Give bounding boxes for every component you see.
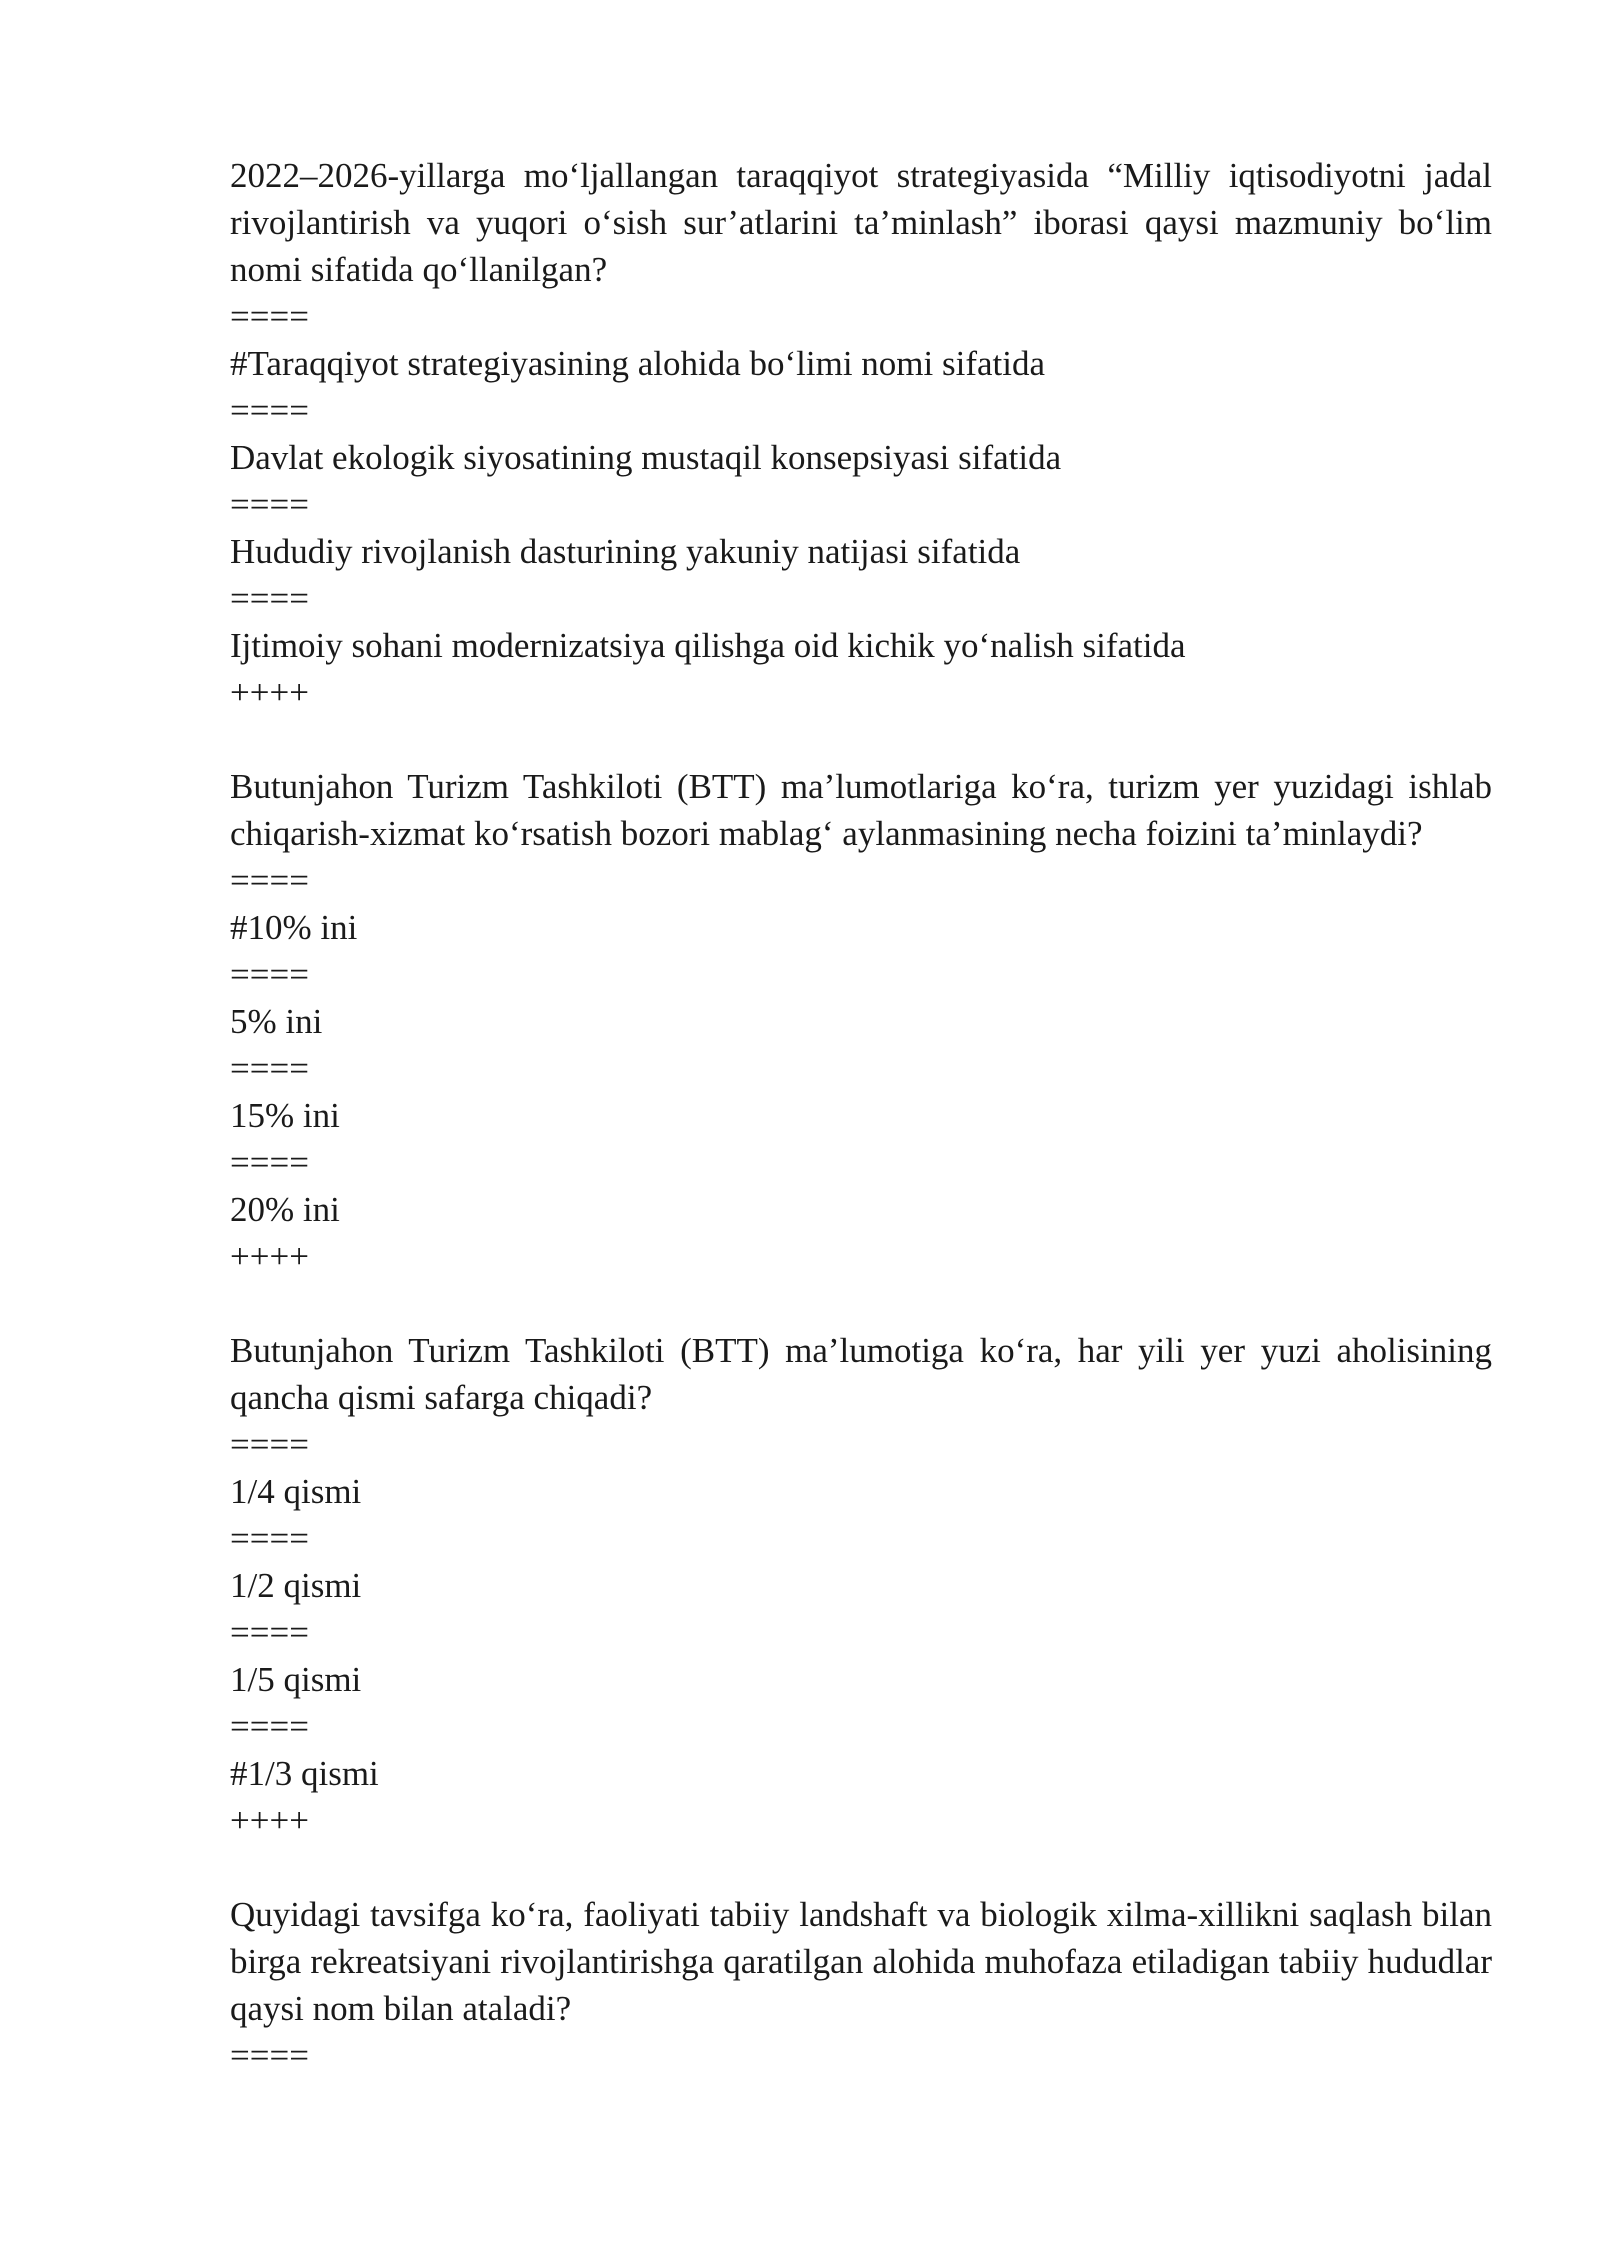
option-separator: ==== [230,391,309,430]
option-separator: ==== [230,861,309,900]
answer-option: #1/3 qismi [230,1754,379,1793]
blank-line [230,716,1492,763]
answer-option: 1/2 qismi [230,1566,362,1605]
option-separator: ==== [230,2036,309,2075]
option-separator: ==== [230,1049,309,1088]
answer-option: 1/5 qismi [230,1660,362,1699]
answer-option: #10% ini [230,908,358,947]
answer-option: #Taraqqiyot strategiyasining alohida bo‘limi nomi sifatida [230,344,1046,383]
question-block [230,1327,1492,1844]
answer-option: Hududiy rivojlanish dasturining yakuniy natijasi sifatida [230,532,1021,571]
answer-option: 1/4 qismi [230,1472,362,1511]
option-separator: ==== [230,297,309,336]
answer-option: 15% ini [230,1096,340,1135]
question-text: Butunjahon Turizm Tashkiloti (BTT) ma’lumotlariga ko‘ra, turizm yer yuzidagi ishlab chiqarish-xizmat ko‘rsatish bozori mablag‘ aylanmasining necha foizini ta’minlaydi? [230,767,1492,853]
answer-option: Ijtimoiy sohani modernizatsiya qilishga oid kichik yo‘nalish sifatida [230,626,1186,665]
option-separator: ==== [230,955,309,994]
question-text: 2022–2026-yillarga mo‘ljallangan taraqqiyot strategiyasida “Milliy iqtisodiyotni jadal rivojlantirish va yuqori o‘sish sur’atlarini ta’minlash” iborasi qaysi mazmuniy bo‘lim nomi sifatida qo‘llanilgan? [230,156,1492,289]
question-text: Butunjahon Turizm Tashkiloti (BTT) ma’lumotiga ko‘ra, har yili yer yuzi aholisining qancha qismi safarga chiqadi? [230,1331,1492,1417]
test-questions [230,152,1492,2079]
blank-line [230,1844,1492,1891]
option-separator: ==== [230,579,309,618]
question-text: Quyidagi tavsifga ko‘ra, faoliyati tabiiy landshaft va biologik xilma-xillikni saqlash bilan birga rekreatsiyani rivojlantirishga qaratilgan alohida muhofaza etiladigan tabiiy hududlar qaysi nom bilan ataladi? [230,1895,1492,2028]
answer-option: 5% ini [230,1002,323,1041]
answer-option: 20% ini [230,1190,340,1229]
answer-option: Davlat ekologik siyosatining mustaqil konsepsiyasi sifatida [230,438,1062,477]
question-end-marker: ++++ [230,1237,309,1276]
question-end-marker: ++++ [230,673,309,712]
blank-line [230,1280,1492,1327]
question-block [230,1891,1492,2079]
question-end-marker: ++++ [230,1801,309,1840]
question-block [230,152,1492,716]
option-separator: ==== [230,485,309,524]
option-separator: ==== [230,1707,309,1746]
question-block [230,763,1492,1280]
option-separator: ==== [230,1613,309,1652]
option-separator: ==== [230,1519,309,1558]
option-separator: ==== [230,1425,309,1464]
option-separator: ==== [230,1143,309,1182]
